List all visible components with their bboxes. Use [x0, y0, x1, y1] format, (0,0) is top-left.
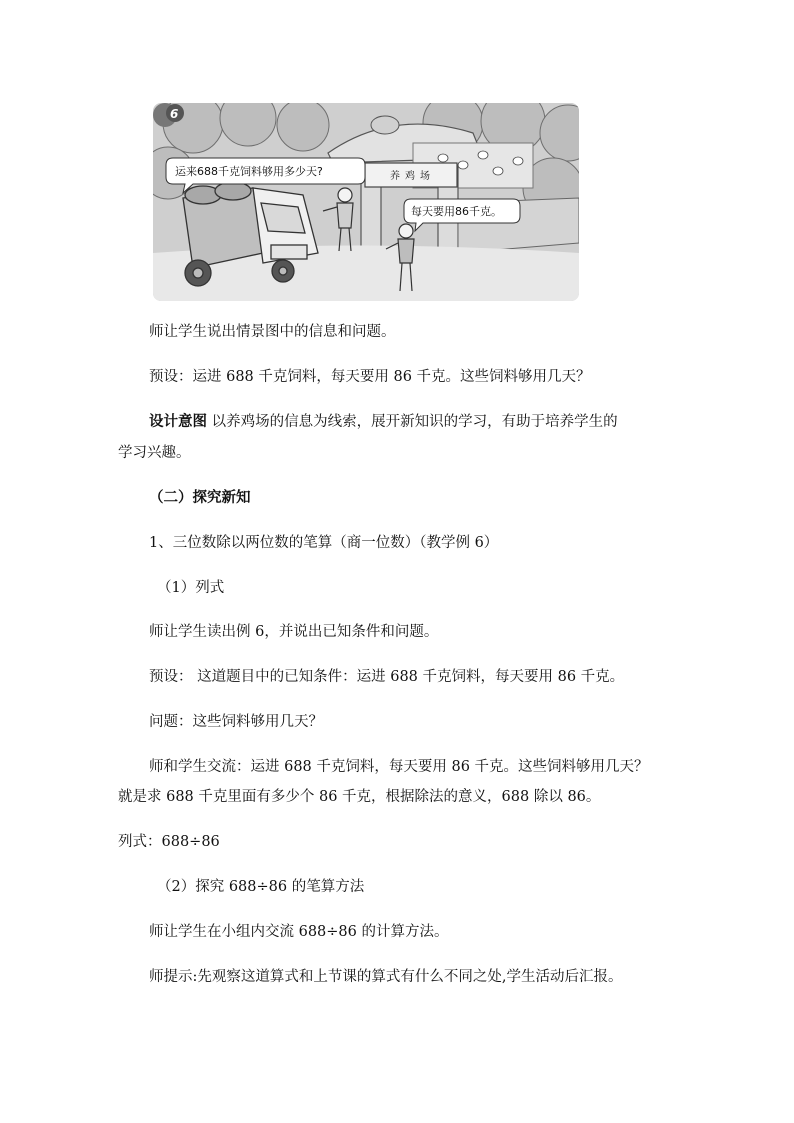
scene-drawing: [153, 103, 579, 301]
subsection-heading: 1、三位数除以两位数的笔算（商一位数）（教学例 6）: [149, 535, 499, 551]
design-intent-label: 设计意图: [149, 413, 207, 430]
paragraph-situation: 师让学生说出情景图中的信息和问题。: [149, 324, 396, 340]
paragraph-teacher-hint: 师提示:先观察这道算式和上节课的算式有什么不同之处,学生活动后汇报。: [149, 969, 623, 985]
paragraph-preset-1: 预设：运进 688 千克饲料，每天要用 86 千克。这些饲料够用几天？: [149, 369, 591, 385]
example-number-badge: 6: [170, 107, 179, 121]
paragraph-design-intent-cont: 学习兴趣。: [118, 445, 191, 461]
paragraph-preset-2: 预设： 这道题目中的已知条件：运进 688 千克饲料，每天要用 86 千克。: [149, 669, 625, 685]
step-heading-1: （1）列式: [157, 580, 225, 596]
paragraph-design-intent: [149, 412, 618, 432]
farm-sign-text: 养鸡场: [390, 171, 435, 182]
paragraph-group-work: 师让学生在小组内交流 688÷86 的计算方法。: [149, 924, 449, 940]
chicken-farm-illustration: [153, 103, 579, 301]
speech-bubble-question: 运来688千克饲料够用多少天?: [175, 165, 323, 178]
design-intent-text: 以养鸡场的信息为线索，展开新知识的学习，有助于培养学生的: [211, 414, 618, 430]
paragraph-equation: 列式：688÷86: [118, 834, 220, 850]
paragraph-discussion: 师和学生交流：运进 688 千克饲料，每天要用 86 千克。这些饲料够用几天？: [149, 759, 649, 775]
paragraph-read-example: 师让学生读出例 6，并说出已知条件和问题。: [149, 624, 439, 640]
step-heading-2: （2）探究 688÷86 的笔算方法: [157, 879, 365, 895]
section-heading: （二）探究新知: [149, 489, 251, 506]
paragraph-question: 问题：这些饲料够用几天？: [149, 714, 323, 730]
speech-bubble-info: 每天要用86千克。: [411, 205, 502, 218]
paragraph-discussion-cont: 就是求 688 千克里面有多少个 86 千克，根据除法的意义，688 除以 86。: [118, 789, 601, 805]
